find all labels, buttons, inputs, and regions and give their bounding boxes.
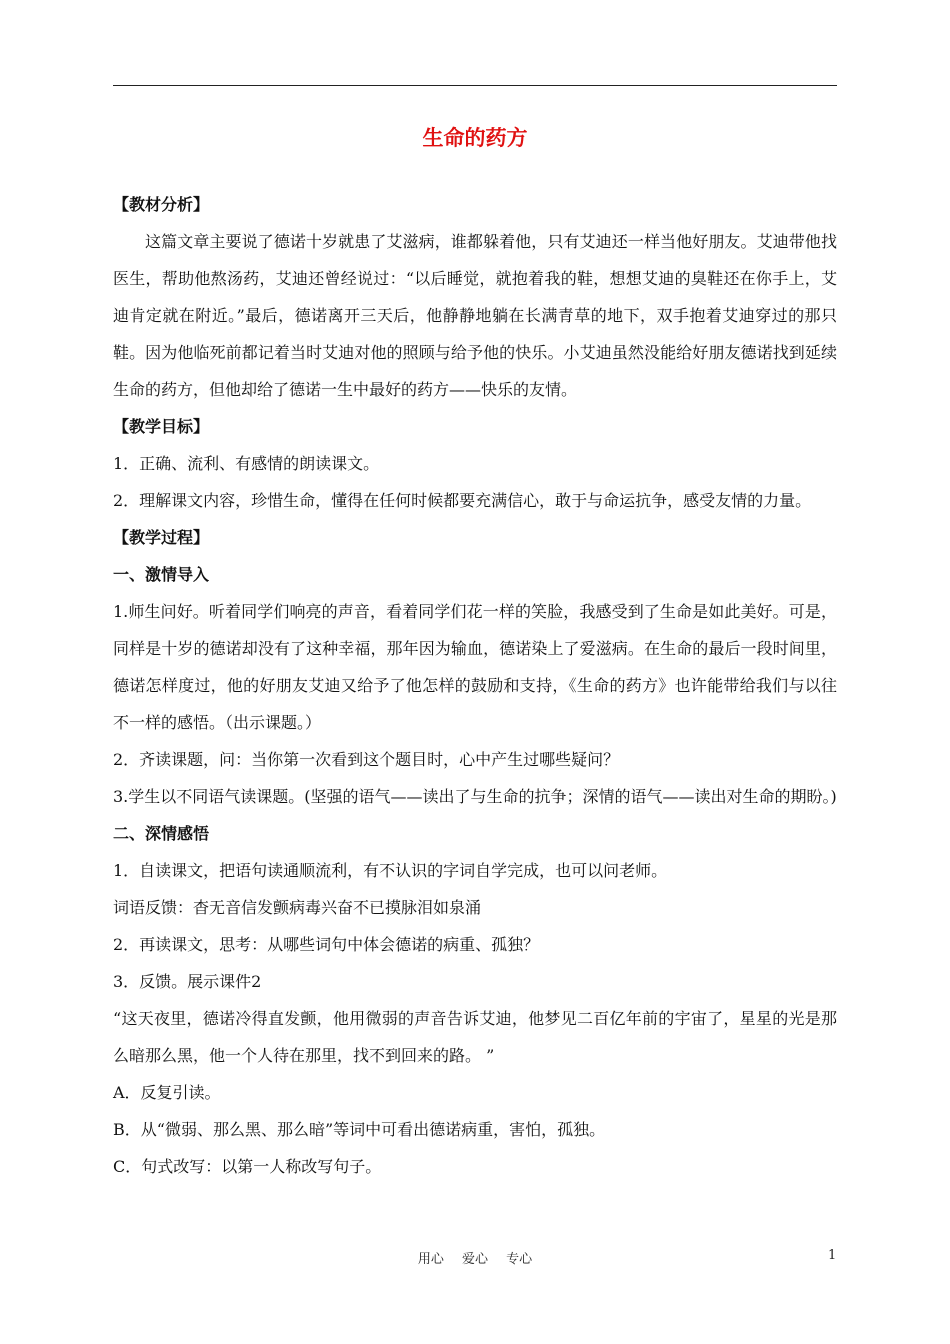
item-a: A．反复引读。 bbox=[113, 1083, 221, 1102]
goals-heading: 【教学目标】 bbox=[113, 417, 210, 436]
item-b: B．从“微弱、那么黑、那么暗”等词中可看出德诺病重，害怕，孤独。 bbox=[113, 1120, 606, 1139]
part1-step-3: 3.学生以不同语气读课题。(坚强的语气——读出了与生命的抗争；深情的语气——读出对生命的期盼。) bbox=[113, 787, 837, 806]
footer-motto: 用心 爱心 专心 bbox=[417, 1252, 533, 1267]
document-body bbox=[113, 186, 837, 1185]
goal-item-2: 2．理解课文内容，珍惜生命，懂得在任何时候都要充满信心，敢于与命运抗争，感受友情的力量。 bbox=[113, 491, 812, 510]
part1-step-2: 2．齐读课题，问：当你第一次看到这个题目时，心中产生过哪些疑问？ bbox=[113, 750, 620, 769]
part2-step-3: 3．反馈。展示课件2 bbox=[113, 972, 262, 991]
part1-step-1: 1.师生问好。听着同学们响亮的声音，看着同学们花一样的笑脸，我感受到了生命是如此美好。可是，同样是十岁的德诺却没有了这种幸福，那年因为输血，德诺染上了爱滋病。在生命的最后一段时间里，德诺怎样度过，他的好朋友艾迪又给予了他怎样的鼓励和支持，《生命的药方》也许能带给我们与以往不一样的感悟。（出示课题。） bbox=[113, 602, 837, 732]
part2-step-1: 1．自读课文，把语句读通顺流利，有不认识的字词自学完成，也可以问老师。 bbox=[113, 861, 668, 880]
process-heading: 【教学过程】 bbox=[113, 528, 210, 547]
part2-heading: 二、深情感悟 bbox=[113, 824, 210, 843]
item-c: C．句式改写：以第一人称改写句子。 bbox=[113, 1157, 382, 1176]
document-title: 生命的药方 bbox=[422, 126, 528, 150]
goal-item-1: 1．正确、流利、有感情的朗读课文。 bbox=[113, 454, 380, 473]
analysis-heading: 【教材分析】 bbox=[113, 195, 210, 214]
analysis-paragraph: 这篇文章主要说了德诺十岁就患了艾滋病，谁都躲着他，只有艾迪还一样当他好朋友。艾迪带他找医生，帮助他熬汤药，艾迪还曾经说过：“以后睡觉，就抱着我的鞋，想想艾迪的臭鞋还在你手上，艾迪肯定就在附近。”最后，德诺离开三天后，他静静地躺在长满青草的地下，双手抱着艾迪穿过的那只鞋。因为他临死前都记着当时艾迪对他的照顾与给予他的快乐。小艾迪虽然没能给好朋友德诺找到延续生命的药方，但他却给了德诺一生中最好的药方——快乐的友情。 bbox=[113, 232, 837, 399]
page-number: 1 bbox=[828, 1248, 837, 1263]
part2-word-list: 词语反馈：杳无音信发颤病毒兴奋不已摸脉泪如泉涌 bbox=[113, 898, 482, 917]
quote-paragraph: “这天夜里，德诺冷得直发颤，他用微弱的声音告诉艾迪，他梦见二百亿年前的宇宙了，星星的光是那么暗那么黑，他一个人待在那里，找不到回来的路。 ” bbox=[113, 1009, 837, 1065]
part1-heading: 一、激情导入 bbox=[113, 565, 210, 584]
part2-step-2: 2．再读课文，思考：从哪些词句中体会德诺的病重、孤独？ bbox=[113, 935, 540, 954]
header-rule bbox=[113, 85, 837, 86]
